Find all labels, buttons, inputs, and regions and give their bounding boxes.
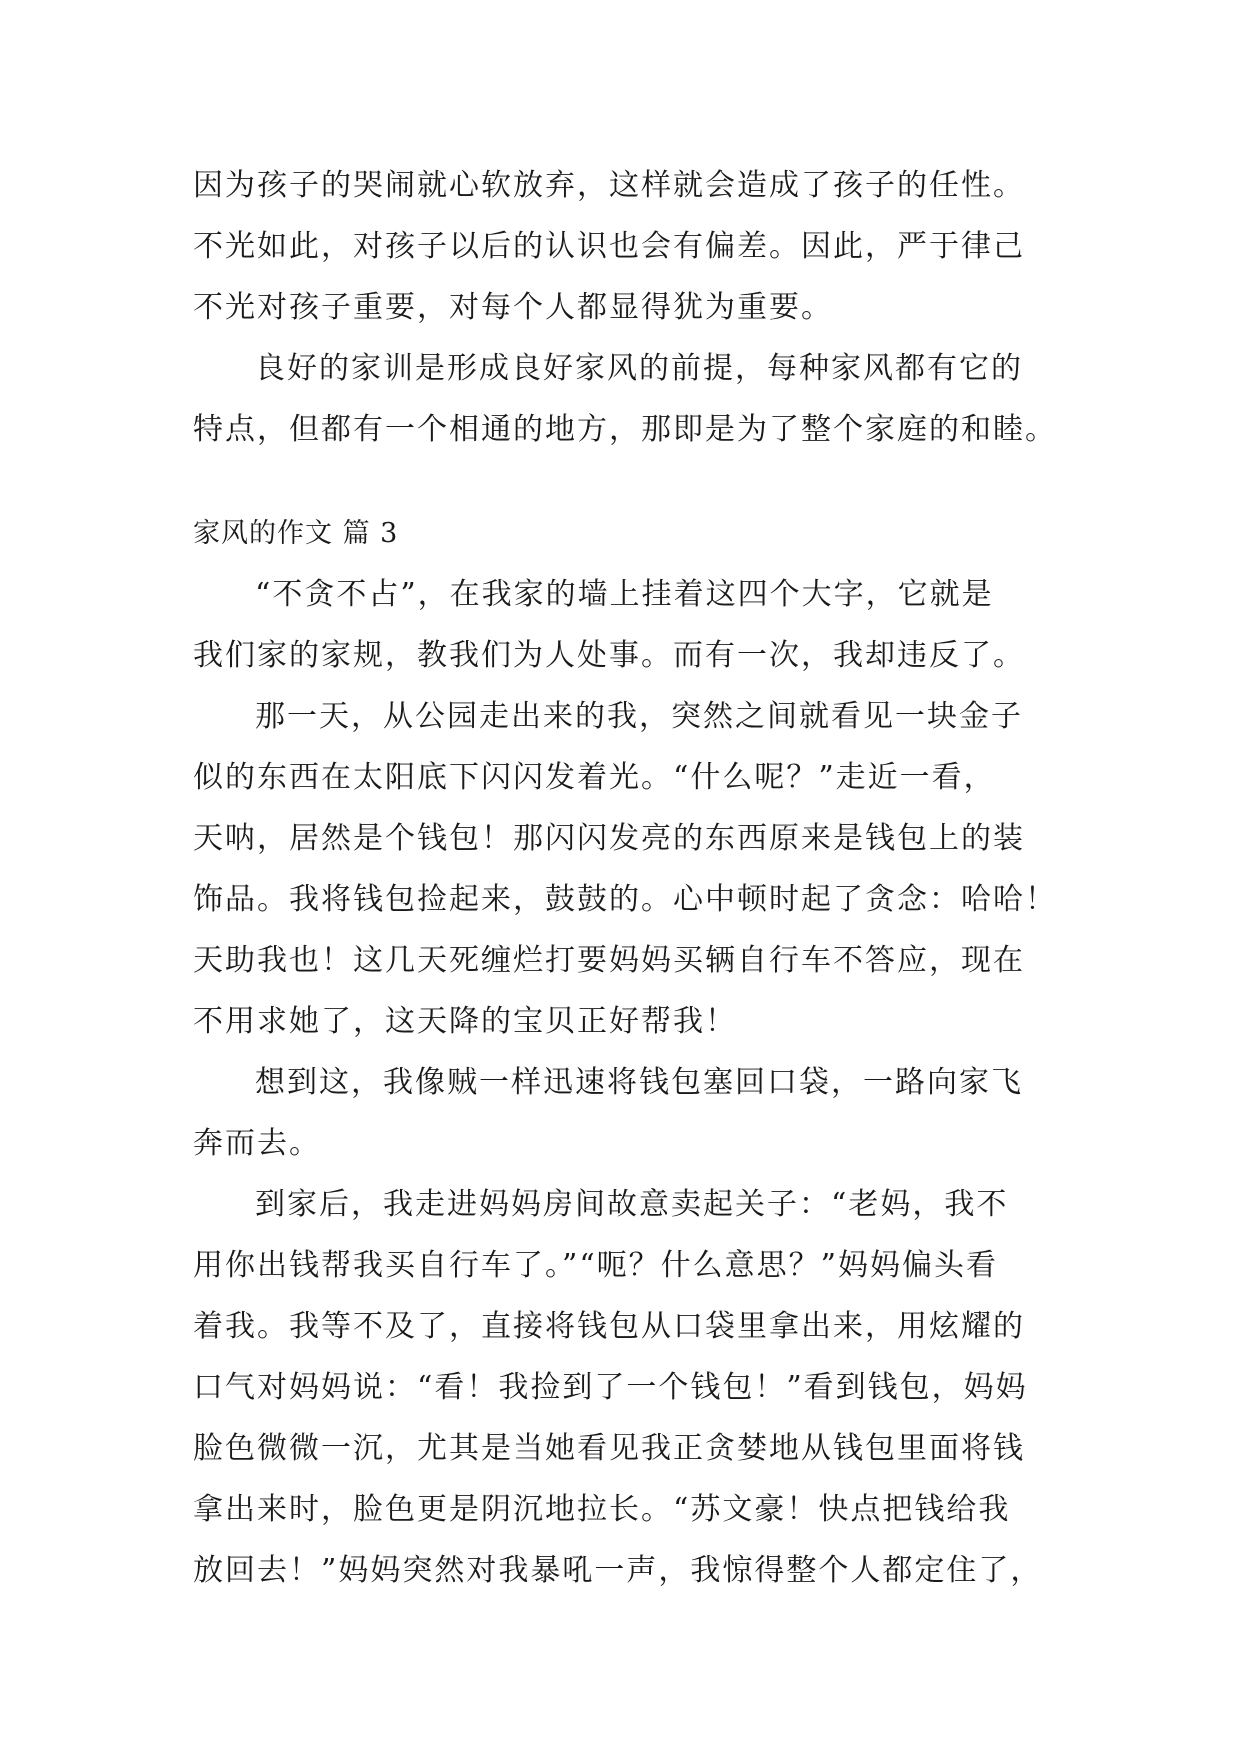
paragraph-line: 我们家的家规，教我们为人处事。而有一次，我却违反了。	[193, 638, 1025, 673]
paragraph-line: “不贪不占”，在我家的墙上挂着这四个大字，它就是	[255, 577, 994, 612]
paragraph-line: 良好的家训是形成良好家风的前提，每种家风都有它的	[255, 351, 1023, 386]
paragraph-line: 到家后，我走进妈妈房间故意卖起关子：“老妈，我不	[255, 1187, 1009, 1222]
paragraph-line: 口气对妈妈说：“看！我捡到了一个钱包！”看到钱包，妈妈	[193, 1370, 1028, 1405]
paragraph-line: 天呐，居然是个钱包！那闪闪发亮的东西原来是钱包上的装	[193, 821, 1025, 856]
paragraph-line: 放回去！”妈妈突然对我暴吼一声，我惊得整个人都定住了，	[193, 1553, 1043, 1588]
paragraph-line: 不光如此，对孩子以后的认识也会有偏差。因此，严于律己	[193, 229, 1025, 264]
section-title: 家风的作文 篇 3	[193, 518, 399, 549]
paragraph-line: 天助我也！这几天死缠烂打要妈妈买辆自行车不答应，现在	[193, 943, 1025, 978]
paragraph-line: 不光对孩子重要，对每个人都显得犹为重要。	[193, 290, 833, 325]
paragraph-line: 用你出钱帮我买自行车了。”“呃？什么意思？”妈妈偏头看	[193, 1248, 999, 1283]
paragraph-line: 脸色微微一沉，尤其是当她看见我正贪婪地从钱包里面将钱	[193, 1431, 1025, 1466]
paragraph-line: 饰品。我将钱包捡起来，鼓鼓的。心中顿时起了贪念：哈哈！	[193, 882, 1057, 917]
paragraph-line: 特点，但都有一个相通的地方，那即是为了整个家庭的和睦。	[193, 412, 1057, 447]
paragraph-line: 着我。我等不及了，直接将钱包从口袋里拿出来，用炫耀的	[193, 1309, 1025, 1344]
paragraph-line: 那一天，从公园走出来的我，突然之间就看见一块金子	[255, 699, 1023, 734]
paragraph-line: 不用求她了，这天降的宝贝正好帮我！	[193, 1004, 737, 1039]
paragraph-line: 拿出来时，脸色更是阴沉地拉长。“苏文豪！快点把钱给我	[193, 1492, 1011, 1527]
paragraph-line: 奔而去。	[193, 1126, 321, 1161]
paragraph-line: 似的东西在太阳底下闪闪发着光。“什么呢？”走近一看，	[193, 760, 996, 795]
paragraph-line: 因为孩子的哭闹就心软放弃，这样就会造成了孩子的任性。	[193, 168, 1025, 203]
paragraph-line: 想到这，我像贼一样迅速将钱包塞回口袋，一路向家飞	[255, 1065, 1023, 1100]
